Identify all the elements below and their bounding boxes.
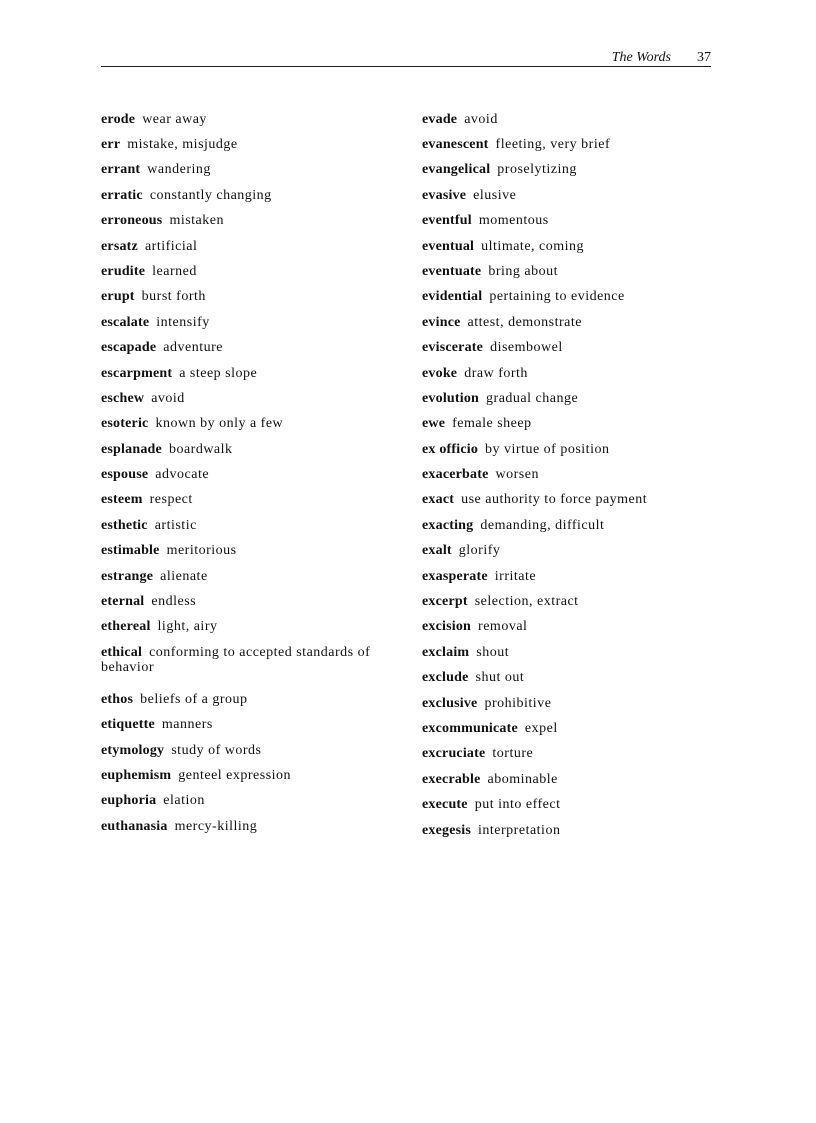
glossary-entry bbox=[422, 514, 722, 539]
entry-definition: mistaken bbox=[169, 213, 224, 229]
glossary-entry bbox=[101, 184, 401, 209]
glossary-entry bbox=[422, 362, 722, 387]
entry-definition: conforming to accepted standards of behavior bbox=[101, 644, 371, 675]
entry-term: evoke bbox=[422, 365, 458, 381]
entry-definition: meritorious bbox=[166, 543, 237, 559]
entry-term: err bbox=[101, 136, 121, 152]
entry-term: exacting bbox=[422, 517, 474, 533]
entry-term: escalate bbox=[101, 314, 150, 330]
entry-definition: gradual change bbox=[486, 390, 579, 406]
glossary-entry bbox=[101, 616, 401, 641]
glossary-entry bbox=[422, 311, 722, 336]
entry-definition: selection, extract bbox=[474, 594, 579, 610]
glossary-entry bbox=[422, 387, 722, 412]
glossary-entry bbox=[101, 438, 401, 463]
entry-definition: ultimate, coming bbox=[481, 238, 585, 254]
entry-definition: irritate bbox=[494, 568, 537, 584]
entry-definition: advocate bbox=[155, 467, 210, 483]
entry-term: eschew bbox=[101, 390, 145, 406]
entry-term: exclusive bbox=[422, 695, 478, 711]
glossary-entry bbox=[422, 337, 722, 362]
entry-definition: elation bbox=[163, 793, 205, 809]
glossary-entry bbox=[101, 714, 401, 739]
glossary-entry bbox=[101, 337, 401, 362]
glossary-entry bbox=[422, 184, 722, 209]
page-number: 37 bbox=[697, 50, 711, 65]
glossary-entry bbox=[101, 590, 401, 615]
entry-definition: pertaining to evidence bbox=[489, 289, 625, 305]
entry-definition: wear away bbox=[142, 111, 207, 127]
entry-definition: genteel expression bbox=[178, 767, 292, 783]
entry-definition: shout bbox=[476, 644, 510, 660]
glossary-entry bbox=[422, 108, 722, 133]
entry-term: eventful bbox=[422, 213, 472, 229]
entry-term: ethos bbox=[101, 691, 134, 707]
entry-definition: adventure bbox=[163, 340, 223, 356]
entry-definition: fleeting, very brief bbox=[495, 136, 611, 152]
entry-term: esthetic bbox=[101, 517, 148, 533]
entry-term: excommunicate bbox=[422, 720, 518, 736]
entry-term: evasive bbox=[422, 187, 467, 203]
entry-definition: abominable bbox=[487, 771, 558, 787]
glossary-entry bbox=[101, 565, 401, 590]
entry-definition: shut out bbox=[475, 670, 525, 686]
entry-definition: proselytizing bbox=[497, 162, 577, 178]
entry-term: euphemism bbox=[101, 767, 172, 783]
glossary-entry bbox=[422, 743, 722, 768]
entry-term: espouse bbox=[101, 467, 149, 483]
entry-definition: momentous bbox=[478, 213, 549, 229]
entry-definition: glorify bbox=[458, 543, 501, 559]
glossary-entry bbox=[101, 641, 401, 688]
entry-term: eventuate bbox=[422, 263, 482, 279]
entry-term: estimable bbox=[101, 543, 160, 559]
entry-definition: use authority to force payment bbox=[461, 492, 648, 508]
entry-definition: draw forth bbox=[464, 365, 528, 381]
glossary-entry bbox=[422, 489, 722, 514]
glossary-entry bbox=[422, 717, 722, 742]
entry-definition: intensify bbox=[156, 314, 210, 330]
entry-term: ewe bbox=[422, 416, 446, 432]
glossary-entry bbox=[101, 514, 401, 539]
entry-term: euphoria bbox=[101, 793, 157, 809]
entry-term: exclaim bbox=[422, 644, 470, 660]
glossary-entry bbox=[422, 210, 722, 235]
entry-term: evangelical bbox=[422, 162, 491, 178]
entry-definition: avoid bbox=[464, 111, 498, 127]
entry-definition: study of words bbox=[171, 742, 262, 758]
glossary-entry bbox=[422, 616, 722, 641]
glossary-entry bbox=[422, 133, 722, 158]
glossary-entry bbox=[422, 463, 722, 488]
glossary-entry bbox=[422, 159, 722, 184]
entry-term: etymology bbox=[101, 742, 165, 758]
entry-term: erratic bbox=[101, 187, 143, 203]
entry-term: ethical bbox=[101, 644, 143, 660]
entry-definition: attest, demonstrate bbox=[467, 314, 582, 330]
glossary-entry bbox=[101, 413, 401, 438]
glossary-entry bbox=[101, 210, 401, 235]
glossary-entry bbox=[422, 641, 722, 666]
entry-term: ersatz bbox=[101, 238, 138, 254]
glossary-entry bbox=[101, 362, 401, 387]
entry-definition: boardwalk bbox=[168, 441, 233, 457]
entry-term: evolution bbox=[422, 390, 480, 406]
entry-term: evince bbox=[422, 314, 461, 330]
entry-definition: light, airy bbox=[157, 619, 218, 635]
entry-term: escarpment bbox=[101, 365, 173, 381]
glossary-entry bbox=[101, 815, 401, 840]
glossary-entry bbox=[101, 463, 401, 488]
page-header bbox=[101, 50, 711, 67]
entry-term: excision bbox=[422, 619, 472, 635]
entry-definition: interpretation bbox=[478, 822, 561, 838]
glossary-entry bbox=[101, 764, 401, 789]
entry-term: eternal bbox=[101, 594, 145, 610]
entry-term: exegesis bbox=[422, 822, 472, 838]
entry-definition: elusive bbox=[473, 187, 517, 203]
entry-definition: demanding, difficult bbox=[480, 517, 605, 533]
glossary-entry bbox=[101, 235, 401, 260]
entry-term: erroneous bbox=[101, 213, 163, 229]
entry-definition: torture bbox=[492, 746, 534, 762]
entry-term: errant bbox=[101, 162, 141, 178]
entry-term: exalt bbox=[422, 543, 452, 559]
glossary-entry bbox=[422, 667, 722, 692]
glossary-entry bbox=[101, 159, 401, 184]
entry-term: escapade bbox=[101, 340, 157, 356]
entry-term: erode bbox=[101, 111, 136, 127]
entry-definition: artistic bbox=[154, 517, 197, 533]
entry-term: eviscerate bbox=[422, 340, 484, 356]
entry-definition: bring about bbox=[488, 263, 558, 279]
entry-definition: mistake, misjudge bbox=[127, 136, 238, 152]
glossary-entry bbox=[101, 260, 401, 285]
entry-term: evanescent bbox=[422, 136, 489, 152]
entry-term: execute bbox=[422, 797, 468, 813]
left-word-column bbox=[101, 108, 401, 841]
entry-term: eventual bbox=[422, 238, 475, 254]
entry-definition: disembowel bbox=[490, 340, 563, 356]
entry-term: estrange bbox=[101, 568, 154, 584]
glossary-entry bbox=[422, 286, 722, 311]
glossary-entry bbox=[422, 590, 722, 615]
glossary-entry bbox=[422, 565, 722, 590]
glossary-entry bbox=[101, 108, 401, 133]
entry-definition: expel bbox=[524, 720, 558, 736]
entry-term: esoteric bbox=[101, 416, 149, 432]
entry-definition: prohibitive bbox=[484, 695, 552, 711]
glossary-entry bbox=[101, 133, 401, 158]
entry-term: erupt bbox=[101, 289, 135, 305]
glossary-entry bbox=[422, 438, 722, 463]
glossary-entry bbox=[101, 540, 401, 565]
glossary-entry bbox=[101, 790, 401, 815]
entry-definition: by virtue of position bbox=[485, 441, 610, 457]
entry-definition: artificial bbox=[144, 238, 198, 254]
right-word-column bbox=[422, 108, 722, 844]
entry-definition: removal bbox=[478, 619, 528, 635]
entry-term: ethereal bbox=[101, 619, 151, 635]
entry-term: excerpt bbox=[422, 594, 468, 610]
entry-term: exasperate bbox=[422, 568, 488, 584]
entry-term: exclude bbox=[422, 670, 469, 686]
entry-term: esplanade bbox=[101, 441, 162, 457]
entry-term: exacerbate bbox=[422, 467, 489, 483]
glossary-entry bbox=[101, 688, 401, 713]
entry-term: exact bbox=[422, 492, 455, 508]
glossary-entry bbox=[101, 387, 401, 412]
entry-term: esteem bbox=[101, 492, 143, 508]
entry-definition: alienate bbox=[160, 568, 208, 584]
entry-term: evade bbox=[422, 111, 458, 127]
entry-definition: manners bbox=[161, 717, 213, 733]
entry-definition: avoid bbox=[151, 390, 185, 406]
glossary-entry bbox=[422, 413, 722, 438]
entry-term: ex officio bbox=[422, 441, 479, 457]
running-title: The Words bbox=[611, 50, 671, 65]
glossary-entry bbox=[101, 286, 401, 311]
entry-term: excruciate bbox=[422, 746, 486, 762]
glossary-entry bbox=[101, 489, 401, 514]
entry-definition: constantly changing bbox=[149, 187, 272, 203]
glossary-entry bbox=[422, 794, 722, 819]
glossary-entry bbox=[422, 260, 722, 285]
entry-definition: worsen bbox=[495, 467, 539, 483]
entry-term: euthanasia bbox=[101, 818, 168, 834]
glossary-entry bbox=[422, 540, 722, 565]
entry-definition: respect bbox=[149, 492, 193, 508]
entry-definition: put into effect bbox=[474, 797, 561, 813]
glossary-entry bbox=[422, 819, 722, 844]
glossary-entry bbox=[422, 235, 722, 260]
entry-term: execrable bbox=[422, 771, 481, 787]
glossary-entry bbox=[101, 311, 401, 336]
glossary-entry bbox=[422, 692, 722, 717]
glossary-entry bbox=[422, 768, 722, 793]
entry-definition: known by only a few bbox=[155, 416, 284, 432]
entry-definition: mercy-killing bbox=[174, 818, 258, 834]
glossary-entry bbox=[101, 739, 401, 764]
entry-definition: wandering bbox=[147, 162, 211, 178]
entry-term: erudite bbox=[101, 263, 146, 279]
entry-definition: learned bbox=[152, 263, 197, 279]
entry-definition: a steep slope bbox=[179, 365, 258, 381]
entry-definition: endless bbox=[151, 594, 197, 610]
entry-term: etiquette bbox=[101, 717, 155, 733]
entry-term: evidential bbox=[422, 289, 483, 305]
entry-definition: female sheep bbox=[452, 416, 532, 432]
entry-definition: burst forth bbox=[141, 289, 206, 305]
entry-definition: beliefs of a group bbox=[140, 691, 248, 707]
